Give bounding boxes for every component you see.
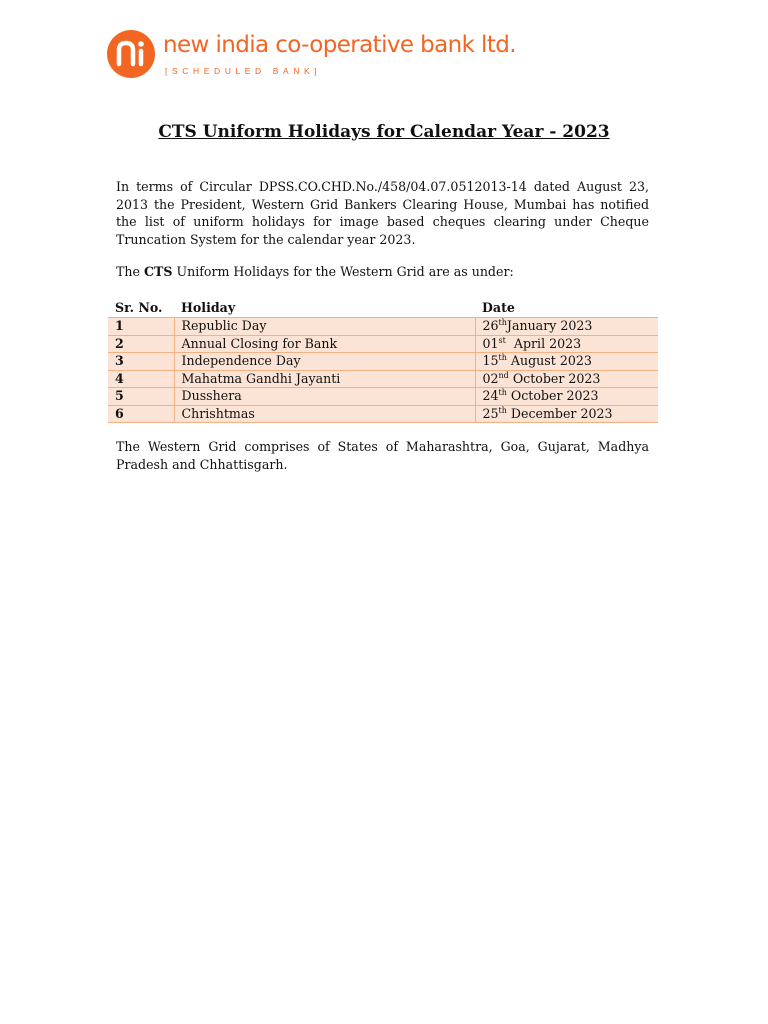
- date-rest: October 2023: [508, 370, 601, 386]
- table-row: [108, 335, 658, 353]
- date-suffix: st: [498, 335, 506, 345]
- date-suffix: th: [498, 353, 507, 363]
- date-rest: December 2023: [506, 405, 613, 421]
- cell-sr: 6: [108, 405, 174, 423]
- table-row: [108, 318, 658, 336]
- holiday-table: [108, 298, 658, 423]
- cell-holiday: Annual Closing for Bank: [174, 335, 475, 353]
- bank-logo-icon: [107, 30, 155, 78]
- cell-date: [475, 335, 658, 353]
- header-holiday: Holiday: [174, 298, 475, 318]
- cell-sr: 3: [108, 353, 174, 371]
- cell-date: [475, 370, 658, 388]
- table-header-row: [108, 298, 658, 318]
- table-row: [108, 370, 658, 388]
- intro-suffix: Uniform Holidays for the Western Grid are as under:: [172, 264, 514, 279]
- cell-sr: 1: [108, 318, 174, 336]
- document-title: CTS Uniform Holidays for Calendar Year - 2023: [158, 122, 610, 142]
- cell-holiday: Independence Day: [174, 353, 475, 371]
- table-row: [108, 388, 658, 406]
- header-sr-no: Sr. No.: [108, 298, 174, 318]
- table-row: [108, 405, 658, 423]
- western-grid-paragraph: The Western Grid comprises of States of Maharashtra, Goa, Gujarat, Madhya Pradesh and Chhattisgarh.: [116, 439, 649, 472]
- date-suffix: th: [498, 318, 507, 328]
- cell-date: [475, 318, 658, 336]
- date-rest: April 2023: [505, 335, 582, 351]
- cell-date: [475, 353, 658, 371]
- date-rest: January 2023: [506, 318, 593, 334]
- cell-holiday: Dusshera: [174, 388, 475, 406]
- date-suffix: nd: [498, 370, 509, 380]
- cell-holiday: Republic Day: [174, 318, 475, 336]
- date-rest: August 2023: [506, 353, 592, 369]
- bank-name: new india co-operative bank ltd.: [163, 32, 516, 58]
- bank-subtitle: [SCHEDULED BANK]: [165, 66, 322, 76]
- header-date: Date: [475, 298, 658, 318]
- date-suffix: th: [498, 388, 507, 398]
- date-day: 02: [482, 370, 499, 386]
- date-suffix: th: [498, 405, 507, 415]
- intro-paragraph: [116, 263, 649, 281]
- date-day: 25: [482, 405, 499, 421]
- intro-prefix: The: [116, 264, 144, 279]
- circular-paragraph: In terms of Circular DPSS.CO.CHD.No./458/04.07.0512013-14 dated August 23, 2013 the President, Western Grid Bankers Clearing House, Mumbai has notified the list of uniform holidays for image based cheques clearing under Cheque Truncation System for the calendar year 2023.: [116, 179, 649, 247]
- cell-holiday: Chrishtmas: [174, 405, 475, 423]
- date-day: 15: [482, 353, 499, 369]
- cell-holiday: Mahatma Gandhi Jayanti: [174, 370, 475, 388]
- cell-sr: 4: [108, 370, 174, 388]
- date-day: 01: [482, 335, 499, 351]
- date-day: 26: [482, 318, 499, 334]
- cell-date: [475, 405, 658, 423]
- date-day: 24: [482, 388, 499, 404]
- intro-bold-cts: CTS: [143, 264, 173, 279]
- table-row: [108, 353, 658, 371]
- bank-logo: [107, 30, 516, 82]
- cell-sr: 2: [108, 335, 174, 353]
- cell-date: [475, 388, 658, 406]
- cell-sr: 5: [108, 388, 174, 406]
- date-rest: October 2023: [506, 388, 599, 404]
